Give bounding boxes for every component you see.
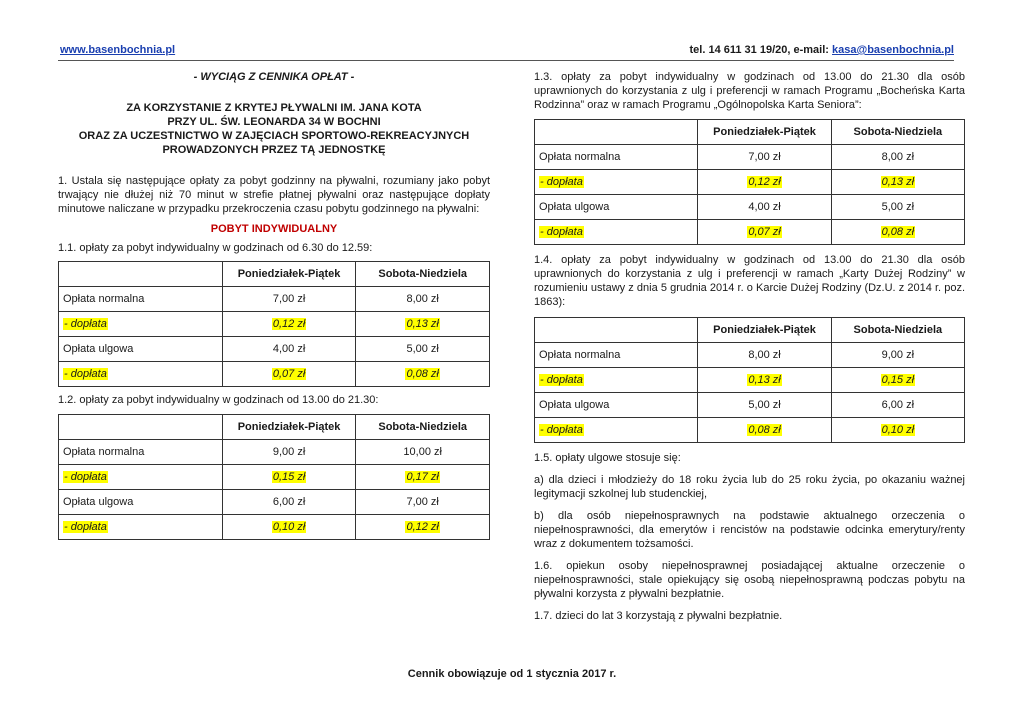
contact-info [690, 44, 954, 56]
price-cell: 6,00 zł [831, 393, 964, 418]
table-row [535, 343, 965, 368]
row-label: Opłata ulgowa [59, 490, 223, 515]
s13-label: 1.3. opłaty za pobyt indywidualny w godzinach od 13.00 do 21.30 dla osób uprawnionych do korzystania z ulg i preferencji w ramach Programu „Bocheńska Karta Rodzinna” oraz w ramach Programu „Ogólnopolska Karta Seniora”: [534, 71, 965, 111]
col-header-weekday: Poniedziałek-Piątek [222, 415, 356, 440]
price-cell: 7,00 zł [222, 287, 356, 312]
row-label: - dopłata [540, 374, 583, 386]
heading-line-4: PROWADZONYCH PRZEZ TĄ JEDNOSTKĘ [162, 144, 386, 156]
row-label: Opłata normalna [59, 287, 223, 312]
s16-text: 1.6. opiekun osoby niepełnosprawnej posiadającej aktualne orzeczenie o niepełnosprawności, stale opiekujący się osobą niepełnosprawną podczas pobytu na pływalni korzysta z pływalni bezpłatnie. [534, 560, 965, 600]
col-header-weekday: Poniedziałek-Piątek [698, 120, 831, 145]
row-label: - dopłata [64, 318, 107, 330]
email-link[interactable]: kasa@basenbochnia.pl [832, 44, 954, 56]
price-cell: 0,13 zł [881, 176, 915, 188]
price-table-1-3 [534, 119, 965, 245]
row-label: Opłata normalna [59, 440, 223, 465]
document-title: - WYCIĄG Z CENNIKA OPŁAT - [193, 71, 355, 83]
intro-paragraph: 1. Ustala się następujące opłaty za pobyt godzinny na pływalni, rozumiany jako pobyt trwający nie dłużej niż 70 minut w strefie płatnej pływalni oraz następujące dopłaty minutowe naliczane w przypadku przekroczenia czasu pobytu godzinnego na pływalni: [58, 175, 490, 215]
table-row [59, 287, 490, 312]
col-header-weekday: Poniedziałek-Piątek [698, 318, 831, 343]
price-table-1-2 [58, 414, 490, 540]
price-cell: 8,00 zł [698, 343, 831, 368]
price-cell: 5,00 zł [698, 393, 831, 418]
table-row [535, 195, 965, 220]
price-cell: 8,00 zł [831, 145, 964, 170]
table-row [535, 145, 965, 170]
col-header-weekend: Sobota-Niedziela [356, 262, 490, 287]
price-table-1-1 [58, 261, 490, 387]
s15b-text: b) dla osób niepełnosprawnych na podstawie aktualnego orzeczenia o niepełnosprawności, dla emerytów i rencistów na podstawie odcinka emerytury/renty wraz z dokumentem tożsamości. [534, 510, 965, 550]
price-cell: 0,12 zł [406, 521, 439, 533]
table-row [59, 337, 490, 362]
table-row [59, 312, 490, 337]
price-cell: 10,00 zł [356, 440, 490, 465]
price-cell: 7,00 zł [698, 145, 831, 170]
s17-text: 1.7. dzieci do lat 3 korzystają z pływalni bezpłatnie. [534, 610, 783, 622]
right-column [534, 70, 965, 623]
table-row [59, 490, 490, 515]
footer-note: Cennik obowiązuje od 1 stycznia 2017 r. [407, 668, 617, 680]
price-cell: 0,07 zł [272, 368, 306, 380]
row-label: - dopłata [540, 226, 583, 238]
phone-text: tel. 14 611 31 19/20, e-mail: [689, 44, 832, 56]
table-row [59, 440, 490, 465]
price-cell: 0,10 zł [881, 424, 915, 436]
row-label: - dopłata [64, 471, 107, 483]
s15-label: 1.5. opłaty ulgowe stosuje się: [534, 452, 681, 464]
row-label: - dopłata [64, 521, 107, 533]
price-cell: 9,00 zł [831, 343, 964, 368]
table-row [535, 220, 965, 245]
row-label: - dopłata [64, 368, 107, 380]
price-cell: 6,00 zł [222, 490, 356, 515]
table-row [59, 362, 490, 387]
row-label: - dopłata [540, 424, 583, 436]
price-cell: 0,10 zł [272, 521, 306, 533]
price-cell: 0,08 zł [406, 368, 439, 380]
price-cell: 5,00 zł [831, 195, 964, 220]
heading-line-2: PRZY UL. ŚW. LEONARDA 34 W BOCHNI [167, 116, 381, 128]
row-label: Opłata normalna [535, 343, 698, 368]
price-cell: 4,00 zł [222, 337, 356, 362]
s11-label: 1.1. opłaty za pobyt indywidualny w godzinach od 6.30 do 12.59: [58, 242, 373, 254]
s14-label: 1.4. opłaty za pobyt indywidualny w godzinach od 13.00 do 21.30 dla osób uprawnionych do korzystania z ulg i preferencji w ramach „Karty Dużej Rodziny” w rozumieniu ustawy z dnia 5 grudnia 2014 r. o Karcie Dużej Rodziny (Dz.U. z 2014 r. poz. 1863): [534, 254, 965, 308]
row-label: Opłata ulgowa [535, 195, 698, 220]
heading-line-3: ORAZ ZA UCZESTNICTWO W ZAJĘCIACH SPORTOWO-REKREACYJNYCH [78, 130, 470, 142]
price-table-1-4 [534, 317, 965, 443]
website-link[interactable]: www.basenbochnia.pl [60, 44, 176, 56]
left-column [58, 70, 490, 540]
row-label: Opłata normalna [535, 145, 698, 170]
table-row [535, 393, 965, 418]
price-cell: 0,17 zł [406, 471, 439, 483]
row-label: Opłata ulgowa [59, 337, 223, 362]
page-header [58, 42, 954, 61]
col-header-weekend: Sobota-Niedziela [831, 120, 964, 145]
s12-label: 1.2. opłaty za pobyt indywidualny w godzinach od 13.00 do 21.30: [58, 394, 379, 406]
price-cell: 0,07 zł [748, 226, 781, 238]
price-cell: 0,13 zł [406, 318, 439, 330]
col-header-weekend: Sobota-Niedziela [831, 318, 964, 343]
price-cell: 0,08 zł [748, 424, 781, 436]
table-row [535, 368, 965, 393]
s15a-text: a) dla dzieci i młodzieży do 18 roku życia lub do 25 roku życia, po okazaniu ważnej legitymacji szkolnej lub studenckiej, [534, 474, 965, 500]
col-header-weekday: Poniedziałek-Piątek [222, 262, 356, 287]
price-cell: 4,00 zł [698, 195, 831, 220]
price-cell: 9,00 zł [222, 440, 356, 465]
price-cell: 0,08 zł [881, 226, 915, 238]
price-cell: 0,15 zł [881, 374, 915, 386]
row-label: - dopłata [540, 176, 583, 188]
col-header-weekend: Sobota-Niedziela [356, 415, 490, 440]
price-cell: 8,00 zł [356, 287, 490, 312]
table-row [535, 418, 965, 443]
section-title: POBYT INDYWIDUALNY [210, 223, 338, 235]
price-cell: 5,00 zł [356, 337, 490, 362]
row-label: Opłata ulgowa [535, 393, 698, 418]
price-cell: 0,12 zł [748, 176, 781, 188]
price-cell: 0,13 zł [748, 374, 781, 386]
price-cell: 0,12 zł [272, 318, 306, 330]
table-row [535, 170, 965, 195]
price-cell: 7,00 zł [356, 490, 490, 515]
heading-line-1: ZA KORZYSTANIE Z KRYTEJ PŁYWALNI IM. JANA KOTA [126, 102, 422, 114]
price-cell: 0,15 zł [272, 471, 306, 483]
table-row [59, 465, 490, 490]
table-row [59, 515, 490, 540]
